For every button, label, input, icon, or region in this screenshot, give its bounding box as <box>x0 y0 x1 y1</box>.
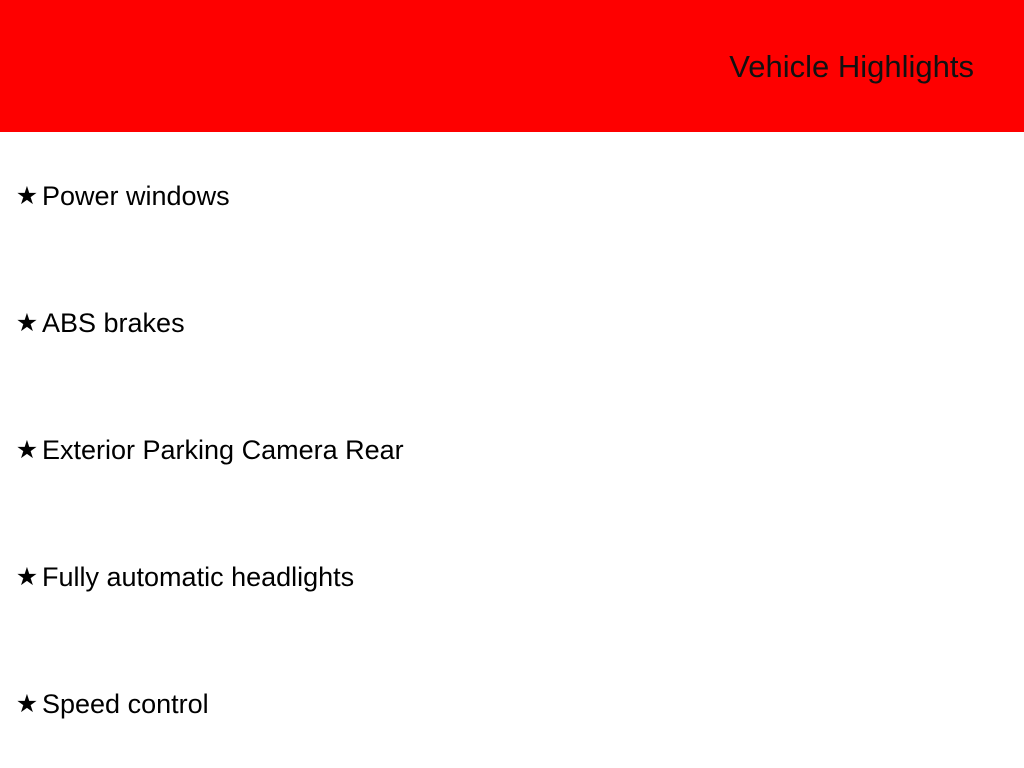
list-item <box>0 684 209 724</box>
star-bullet-icon: ★ <box>15 181 39 210</box>
vehicle-highlights-list <box>0 132 1024 768</box>
page-title: Vehicle Highlights <box>729 49 974 84</box>
star-bullet-icon: ★ <box>15 308 39 337</box>
list-item-label: Exterior Parking Camera Rear <box>42 435 404 465</box>
list-item-label: Fully automatic headlights <box>42 562 355 592</box>
star-bullet-icon: ★ <box>15 689 39 718</box>
star-bullet-icon: ★ <box>15 562 39 591</box>
list-item-label: Power windows <box>42 181 230 211</box>
list-item-label: ABS brakes <box>42 308 185 338</box>
list-item-label: Speed control <box>42 689 209 719</box>
list-item <box>0 557 354 597</box>
list-item <box>0 303 185 343</box>
list-item <box>0 430 404 470</box>
list-item <box>0 176 230 216</box>
header-band <box>0 0 1024 132</box>
star-bullet-icon: ★ <box>15 435 39 464</box>
